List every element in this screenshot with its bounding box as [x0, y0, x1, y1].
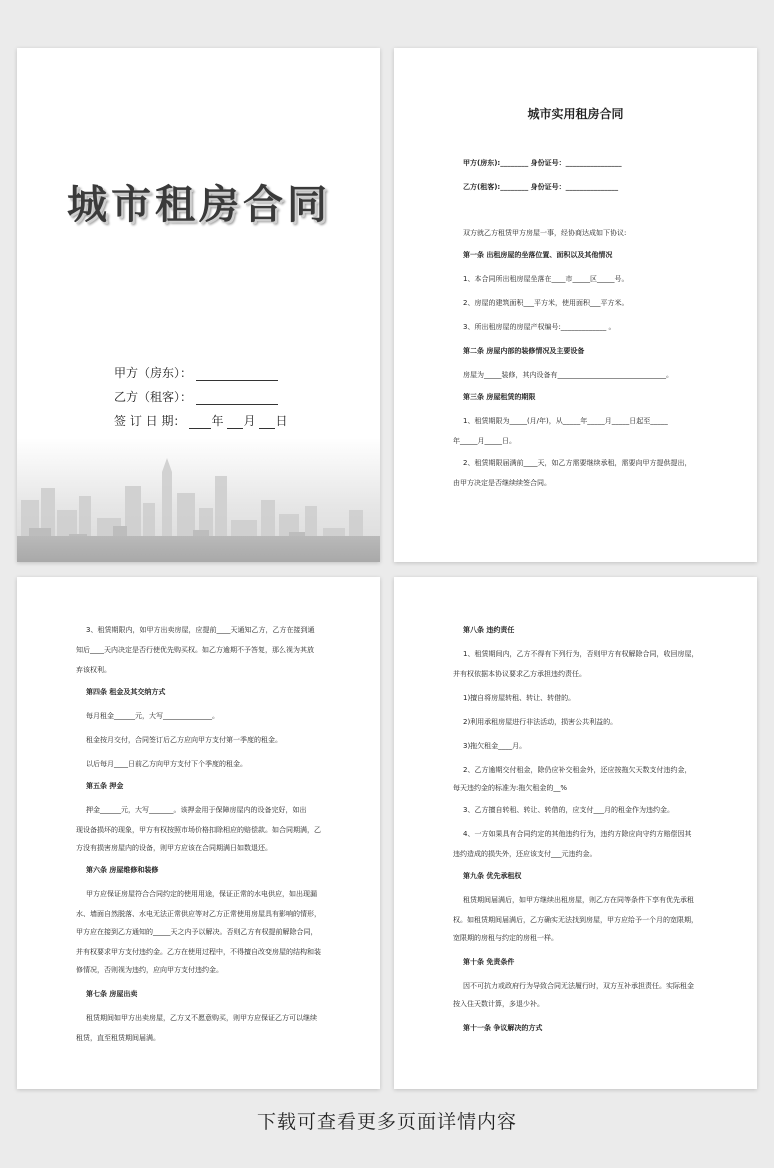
clause-heading: 第九条 优先承租权 — [463, 872, 522, 880]
clause-line: 权。如租赁期间届满后，乙方确实无法找到房屋，甲方应给予一个月的宽限期， — [453, 916, 698, 924]
clause-line: 押金______元，大写_______。该押金用于保障房屋内的设备完好，如出 — [86, 806, 307, 814]
clause-line: 弃该权利。 — [76, 666, 111, 674]
clause-line: 以后每月____日前乙方向甲方支付下个季度的租金。 — [86, 760, 247, 768]
clause-line: 2、房屋的建筑面积___平方米，使用面积___平方米。 — [463, 299, 629, 307]
clause-line: 2)利用承租房屋进行非法活动，损害公共利益的。 — [463, 718, 618, 726]
clause-line: 因不可抗力或政府行为导致合同无法履行时，双方互补承担责任。实际租金 — [463, 982, 694, 990]
clause-heading: 甲方(房东):________ 身份证号：________________ — [463, 159, 622, 167]
clause-line: 租金按月交付，合同签订后乙方应向甲方支付第一季度的租金。 — [86, 736, 282, 744]
clause-line: 4、一方如果具有合同约定的其他违约行为，违约方除应向守约方赔偿因其 — [463, 830, 692, 838]
clause-heading: 第二条 房屋内部的装修情况及主要设备 — [463, 347, 585, 355]
clause-line: 2、乙方逾期交付租金，除仍应补交租金外，还应按拖欠天数支付违约金， — [463, 766, 692, 774]
cover-page — [17, 48, 380, 562]
clause-line: 3、所出租房屋的房屋产权编号:_____________ 。 — [463, 323, 616, 331]
clause-line: 修情况，否则视为违约，应向甲方支付违约金。 — [76, 966, 223, 974]
clause-line: 按入住天数计算，多退少补。 — [453, 1000, 544, 1008]
cover-party-b-line — [196, 392, 278, 405]
clause-heading: 第七条 房屋出卖 — [86, 990, 138, 998]
clause-line: 每天违约金的标准为:拖欠租金的__% — [453, 784, 568, 792]
clause-heading: 第六条 房屋维修和装修 — [86, 866, 159, 874]
clause-line: 由甲方决定是否继续续签合同。 — [453, 479, 551, 487]
clause-heading: 乙方(租客):________ 身份证号：_______________ — [463, 183, 619, 191]
clause-line: 并有权依据本协议要求乙方承担违约责任。 — [453, 670, 586, 678]
contract-page-1 — [394, 48, 757, 562]
clause-line: 3、租赁期限内，如甲方出卖房屋，应提前____天通知乙方，乙方在接到通 — [86, 626, 315, 634]
cover-month-line — [227, 416, 243, 429]
cover-party-a-field — [114, 364, 278, 381]
clause-line: 宽限期的房租与约定的房租一样。 — [453, 934, 558, 942]
clause-line: 双方就乙方租赁甲方房屋一事，经协商达成如下协议: — [463, 229, 627, 237]
clause-line: 甲方应在接到乙方通知的_____天之内予以解决。否则乙方有权提前解除合同， — [76, 928, 318, 936]
contract-page-2 — [17, 577, 380, 1089]
clause-line: 知后____天内决定是否行使优先购买权。如乙方逾期不予答复，那么视为其放 — [76, 646, 314, 654]
clause-line: 违约造成的损失外，还应该支付___元违约金。 — [453, 850, 597, 858]
clause-line: 租赁期间届满后，如甲方继续出租房屋，则乙方在同等条件下享有优先承租 — [463, 896, 694, 904]
clause-heading: 第十条 免责条件 — [463, 958, 515, 966]
clause-line: 水、墙面自然脱落、水电无法正常供应等对乙方正常使用房屋具有影响的情形， — [76, 910, 321, 918]
clause-line: 甲方应保证房屋符合合同约定的使用用途，保证正常的水电供应，如出现漏 — [86, 890, 317, 898]
clause-line: 3、乙方擅自转租、转让、转借的，应支付___月的租金作为违约金。 — [463, 806, 674, 814]
cover-title: 城市租房合同 — [67, 182, 331, 228]
clause-line: 租赁，直至租赁期间届满。 — [76, 1034, 160, 1042]
cover-year-line — [189, 416, 211, 429]
clause-heading: 第四条 租金及其交纳方式 — [86, 688, 166, 696]
clause-line: 现设备损坏的现象，甲方有权按照市场价格扣除相应的赔偿款。如合同期满，乙 — [76, 826, 321, 834]
cover-sign-date-label: 签 订 日 期： — [114, 414, 186, 428]
clause-line: 1、租赁期间内，乙方不得有下列行为，否则甲方有权解除合同，收回房屋， — [463, 650, 699, 658]
cover-year-label: 年 — [211, 414, 224, 428]
clause-heading: 第十一条 争议解决的方式 — [463, 1024, 543, 1032]
cover-day-label: 日 — [275, 414, 288, 428]
download-more-hint: 下载可查看更多页面详情内容 — [256, 1111, 517, 1133]
clause-line: 房屋为_____装修，其内设备有_______________________________。 — [463, 371, 673, 379]
cover-party-b-field — [114, 388, 278, 405]
cover-party-a-line — [196, 368, 278, 381]
clause-line: 方没有损害房屋内的设备，则甲方应该在合同期满日如数退还。 — [76, 844, 272, 852]
clause-line: 并有权要求甲方支付违约金。乙方在使用过程中，不得擅自改变房屋的结构和装 — [76, 948, 321, 956]
clause-line: 1)擅自将房屋转租、转让、转借的。 — [463, 694, 576, 702]
clause-line: 2、租赁期限届满前____天，如乙方需要继续承租，需要向甲方提供提出， — [463, 459, 692, 467]
contract-page-3 — [394, 577, 757, 1089]
cover-month-label: 月 — [243, 414, 256, 428]
cover-day-line — [259, 416, 275, 429]
clause-line: 租赁期间如甲方出卖房屋，乙方又不愿意购买，则甲方应保证乙方可以继续 — [86, 1014, 317, 1022]
clause-line: 1、本合同所出租房屋坐落在____市_____区_____号。 — [463, 275, 629, 283]
clause-heading: 第三条 房屋租赁的期限 — [463, 393, 536, 401]
clause-line: 年_____月_____日。 — [453, 437, 516, 445]
cover-party-a-label: 甲方（房东）： — [114, 366, 193, 380]
clause-line: 1、租赁期限为_____(月/年)，从_____年_____月_____日起至_____ — [463, 417, 668, 425]
cover-sign-date-field — [114, 412, 288, 429]
contract-title: 城市实用租房合同 — [527, 107, 624, 121]
clause-heading: 第八条 违约责任 — [463, 626, 515, 634]
clause-heading: 第一条 出租房屋的坐落位置、面积以及其他情况 — [463, 251, 613, 259]
cover-party-b-label: 乙方（租客）： — [114, 390, 193, 404]
clause-heading: 第五条 押金 — [86, 782, 124, 790]
clause-line: 每月租金______元，大写______________。 — [86, 712, 219, 720]
cover-bottom-band — [17, 536, 380, 562]
clause-line: 3)拖欠租金____月。 — [463, 742, 527, 750]
